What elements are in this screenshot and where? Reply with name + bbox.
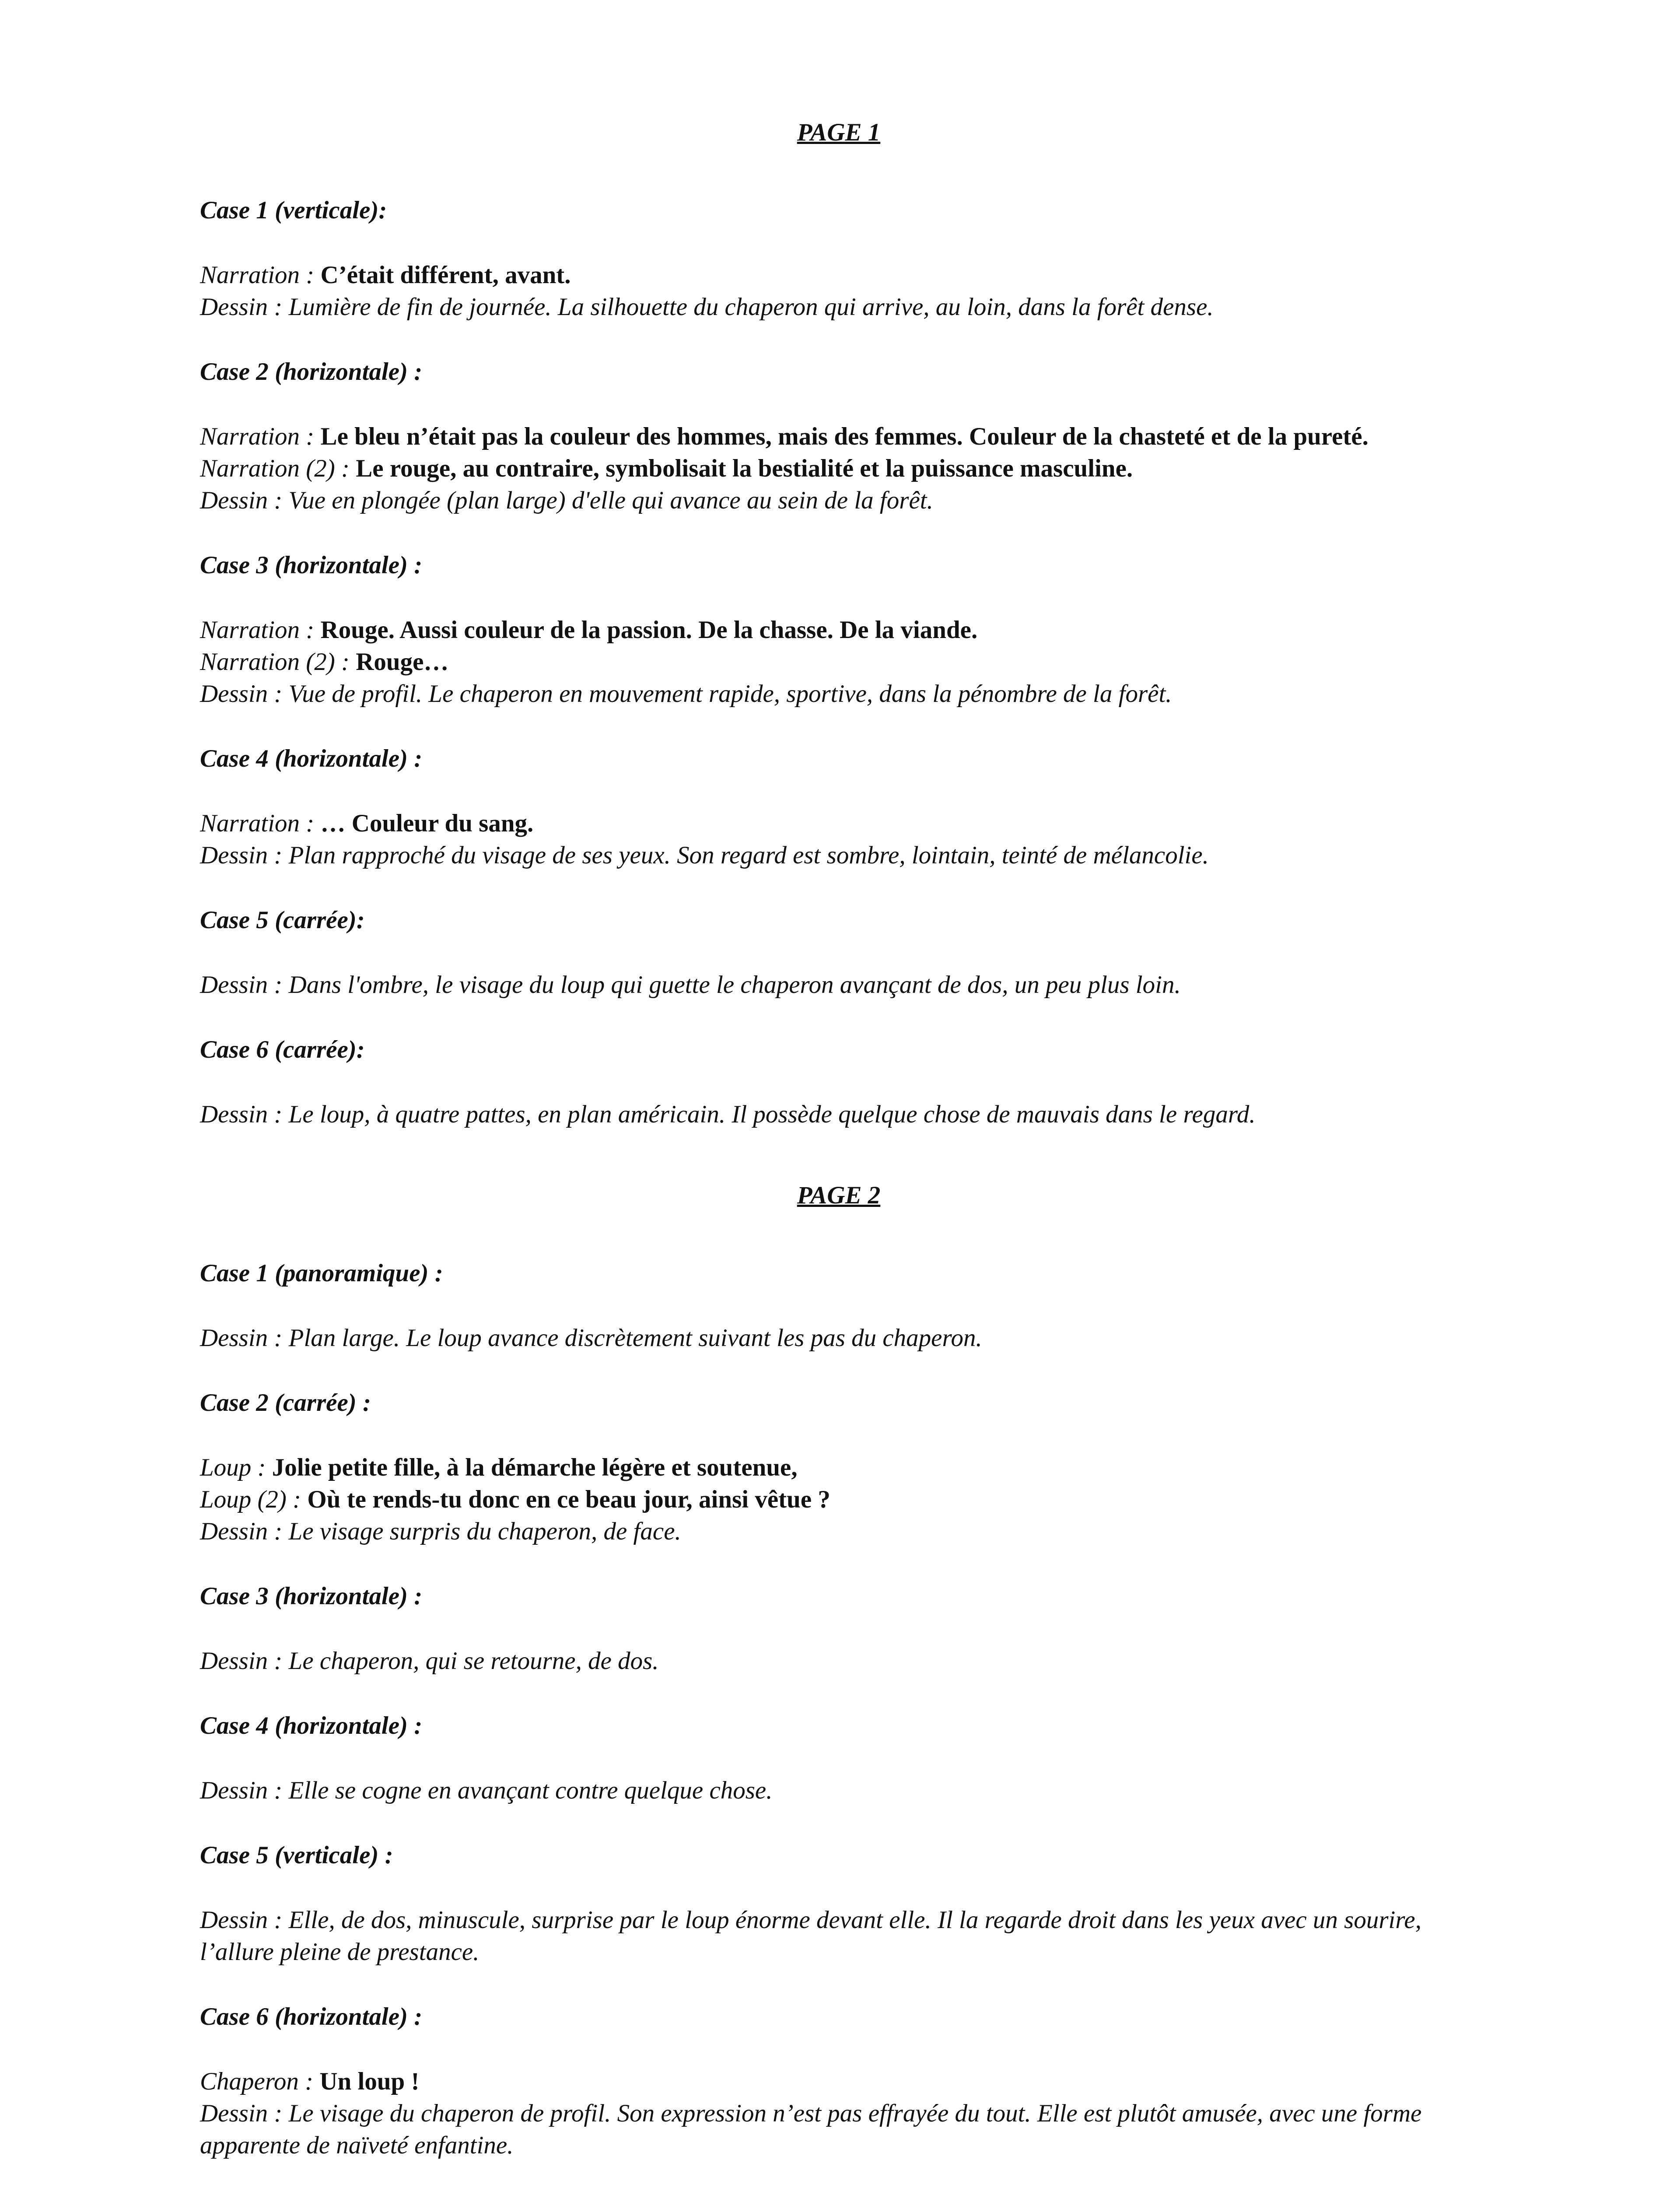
case-title: Case 6 (horizontale) :: [200, 2003, 423, 2030]
script-line: [200, 1322, 1477, 1354]
drawing-description: Lumière de fin de journée. La silhouette du chaperon qui arrive, au loin, dans la forêt dense.: [288, 293, 1214, 321]
dialogue-text: Jolie petite fille, à la démarche légère et soutenue,: [272, 1454, 798, 1481]
script-line: [200, 646, 1477, 678]
speaker-label: Dessin :: [200, 842, 289, 869]
drawing-description: Vue de profil. Le chaperon en mouvement rapide, sportive, dans la pénombre de la forêt.: [288, 680, 1172, 708]
speaker-label: Dessin :: [200, 971, 289, 999]
dialogue-text: Le bleu n’était pas la couleur des hommes, mais des femmes. Couleur de la chasteté et de la pureté.: [320, 423, 1368, 450]
case-body: [200, 1774, 1477, 1806]
dialogue-text: Un loup !: [319, 2068, 420, 2095]
dialogue-text: Où te rends-tu donc en ce beau jour, ainsi vêtue ?: [307, 1486, 830, 1513]
speaker-label: Dessin :: [200, 1647, 289, 1675]
dialogue-text: Rouge…: [356, 648, 449, 676]
speaker-label: Dessin :: [200, 1324, 289, 1352]
script-line: [200, 2097, 1477, 2161]
speaker-label: Narration (2) :: [200, 455, 356, 482]
case-title: Case 5 (verticale) :: [200, 1841, 393, 1869]
drawing-description: Dans l'ombre, le visage du loup qui guette le chaperon avançant de dos, un peu plus loin.: [288, 971, 1181, 999]
speaker-label: Loup :: [200, 1454, 272, 1481]
case-body: [200, 1322, 1477, 1354]
case-title: Case 6 (carrée):: [200, 1036, 365, 1063]
page-heading: PAGE 1: [797, 119, 881, 146]
script-line: [200, 1904, 1477, 1968]
script-line: [200, 807, 1477, 839]
speaker-label: Narration :: [200, 423, 321, 450]
script-line: [200, 839, 1477, 871]
speaker-label: Narration :: [200, 810, 321, 837]
script-line: [200, 1515, 1477, 1547]
script-line: [200, 484, 1477, 516]
script-line: [200, 678, 1477, 710]
speaker-label: Narration :: [200, 261, 321, 289]
dialogue-text: Le rouge, au contraire, symbolisait la bestialité et la puissance masculine.: [356, 455, 1133, 482]
speaker-label: Dessin :: [200, 1518, 289, 1545]
page-section-2: [200, 1179, 1477, 2161]
case-title: Case 1 (verticale):: [200, 196, 387, 224]
case-body: [200, 1645, 1477, 1677]
drawing-description: Elle se cogne en avançant contre quelque chose.: [288, 1777, 773, 1804]
case-title: Case 3 (horizontale) :: [200, 1582, 423, 1610]
speaker-label: Dessin :: [200, 1101, 289, 1128]
drawing-description: Elle, de dos, minuscule, surprise par le loup énorme devant elle. Il la regarde droit dans les yeux avec un sourire, l’allure pleine de prestance.: [200, 1906, 1421, 1966]
case-body: [200, 2065, 1477, 2161]
speaker-label: Dessin :: [200, 487, 289, 514]
speaker-label: Dessin :: [200, 680, 289, 708]
case-title: Case 4 (horizontale) :: [200, 745, 423, 772]
script-line: [200, 452, 1477, 484]
case-title: Case 4 (horizontale) :: [200, 1712, 423, 1739]
speaker-label: Narration :: [200, 616, 321, 644]
script-line: [200, 969, 1477, 1001]
drawing-description: Le chaperon, qui se retourne, de dos.: [288, 1647, 659, 1675]
script-line: [200, 1645, 1477, 1677]
script-line: [200, 1452, 1477, 1483]
script-line: [200, 1774, 1477, 1806]
case-body: [200, 1452, 1477, 1547]
dialogue-text: Rouge. Aussi couleur de la passion. De la chasse. De la viande.: [320, 616, 978, 644]
script-document: [200, 116, 1477, 2188]
speaker-label: Dessin :: [200, 1906, 289, 1934]
case-title: Case 1 (panoramique) :: [200, 1259, 443, 1287]
drawing-description: Le loup, à quatre pattes, en plan américain. Il possède quelque chose de mauvais dans le regard.: [288, 1101, 1256, 1128]
drawing-description: Plan rapproché du visage de ses yeux. Son regard est sombre, lointain, teinté de mélancolie.: [288, 842, 1209, 869]
script-line: [200, 2065, 1477, 2097]
script-line: [200, 1098, 1477, 1130]
case-title: Case 3 (horizontale) :: [200, 551, 423, 579]
script-line: [200, 1483, 1477, 1515]
speaker-label: Dessin :: [200, 293, 289, 321]
dialogue-text: C’était différent, avant.: [320, 261, 571, 289]
script-line: [200, 614, 1477, 646]
case-body: [200, 969, 1477, 1001]
case-title: Case 2 (carrée) :: [200, 1389, 371, 1417]
speaker-label: Chaperon :: [200, 2068, 320, 2095]
dialogue-text: … Couleur du sang.: [320, 810, 534, 837]
drawing-description: Le visage du chaperon de profil. Son expression n’est pas effrayée du tout. Elle est plutôt amusée, avec une forme apparente de naïveté enfantine.: [200, 2100, 1422, 2159]
script-line: [200, 291, 1477, 323]
case-body: [200, 259, 1477, 323]
case-body: [200, 421, 1477, 516]
drawing-description: Vue en plongée (plan large) d'elle qui avance au sein de la forêt.: [288, 487, 933, 514]
speaker-label: Loup (2) :: [200, 1486, 308, 1513]
page-section-1: [200, 116, 1477, 1130]
case-title: Case 5 (carrée):: [200, 906, 365, 934]
drawing-description: Plan large. Le loup avance discrètement suivant les pas du chaperon.: [288, 1324, 982, 1352]
speaker-label: Dessin :: [200, 1777, 289, 1804]
case-body: [200, 1098, 1477, 1130]
script-line: [200, 259, 1477, 291]
case-body: [200, 807, 1477, 871]
speaker-label: Narration (2) :: [200, 648, 356, 676]
drawing-description: Le visage surpris du chaperon, de face.: [288, 1518, 681, 1545]
speaker-label: Dessin :: [200, 2100, 289, 2127]
case-body: [200, 614, 1477, 710]
script-line: [200, 421, 1477, 452]
case-body: [200, 1904, 1477, 1968]
case-title: Case 2 (horizontale) :: [200, 358, 423, 386]
page-heading: PAGE 2: [797, 1182, 881, 1209]
